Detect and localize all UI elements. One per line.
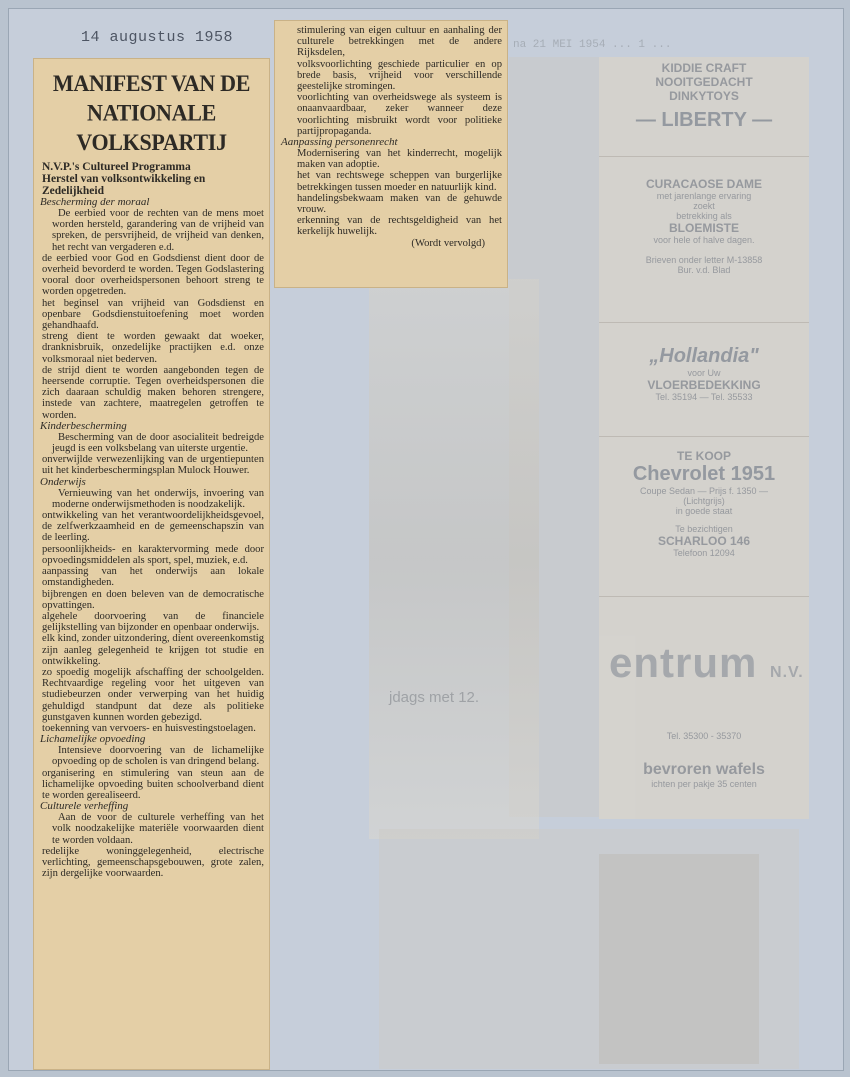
ad-line: Tel. 35300 - 35370 — [666, 731, 742, 741]
ad-line: betrekking als — [676, 211, 732, 221]
ad-brand: „Hollandia" — [649, 345, 759, 367]
ad-brand: entrum — [609, 639, 758, 686]
ad-liberty — [599, 57, 809, 157]
ad-chevrolet — [599, 445, 809, 597]
headline-line: MANIFEST VAN DE — [52, 69, 251, 97]
showthrough-ads — [599, 57, 809, 819]
ad-line: Tel. 35194 — Tel. 35533 — [655, 392, 753, 402]
ad-line: zoekt — [693, 201, 715, 211]
clipping-manifest — [34, 59, 269, 1069]
continued-note: (Wordt vervolgd) — [411, 237, 485, 249]
ad-line: ichten per pakje 35 centen — [651, 779, 757, 789]
subhead: Herstel van volksontwikkeling en — [42, 173, 206, 185]
section-heading: Kinderbescherming — [40, 419, 127, 432]
article-paragraph: handelingsbekwaam maken van de gehuwde vrouw. — [297, 192, 502, 216]
ad-line: VLOERBEDEKKING — [647, 378, 761, 392]
ad-line: voor Uw — [687, 368, 721, 378]
article-paragraph: voorlichting van overheidswege als systeem is onaanvaardbaar, zeker wanneer deze voorlichting misbruikt wordt voor politieke partijpropaganda. — [297, 92, 502, 137]
article-paragraph: de strijd dient te worden aangebonden tegen de heersende corruptie. Tegen overheidspersonen die zich daaraan schuldig maken behoren strengere, instede van zachtere, maatregelen getroffen te worden. — [42, 364, 264, 421]
showthrough-top-text: na 21 MEI 1954 ... 1 ... — [513, 39, 672, 51]
showthrough-photo — [369, 279, 539, 839]
article-paragraph: Bescherming van de door asocialiteit bedreigde jeugd is een volksbelang van uiterste urgentie. — [52, 431, 264, 455]
article-paragraph: streng dient te worden gewaakt dat woeker, dranknisbruik, onzedelijke practijken e.d. onze volksmoraal niet bederven. — [42, 331, 264, 365]
article-paragraph: erkenning van de rechtsgeldigheid van het kerkelijk huwelijk. — [297, 215, 502, 238]
ad-line: Te bezichtigen — [675, 524, 733, 534]
ad-line: TE KOOP — [676, 449, 731, 463]
ad-line: (Lichtgrijs) — [683, 496, 725, 506]
scrapbook-page — [8, 8, 844, 1071]
showthrough-centrum — [609, 639, 804, 687]
article-paragraph: redelijke woninggelegenheid, electrische verlichting, gemeenschapsgebouwen, grote zalen, zijn dergelijke voorwaarden. — [42, 845, 264, 880]
ad-nv: N.V. — [770, 664, 804, 681]
section-heading: Onderwijs — [40, 475, 86, 488]
clipping-continuation — [275, 21, 507, 287]
section-heading: Bescherming der moraal — [40, 196, 150, 208]
article-paragraph: Vernieuwing van het onderwijs, invoering van moderne onderwijsmethoden is noodzakelijk. — [52, 487, 264, 510]
article-paragraph: elk kind, zonder uitzondering, dient overeenkomstig zijn aanleg gelegenheid te krijgen tot studie en ontwikkeling. — [42, 633, 264, 667]
showthrough-photo-text: jdags met 12. — [389, 689, 480, 706]
article-paragraph: zo spoedig mogelijk afschaffing der schoolgelden. Rechtvaardige regeling voor het uitgeven van studiebeurzen onder verwerping van het huidig gehuldigd standpunt dat deze als politieke gunstgaven kunnen worden gebezigd. — [42, 666, 264, 723]
ad-line: SCHARLOO 146 — [657, 534, 751, 548]
article-paragraph: organisering en stimulering van steun aan de lichamelijke opvoeding buiten schoolverband dient te worden gerealiseerd. — [42, 767, 264, 801]
ad-line: Bur. v.d. Blad — [677, 265, 731, 275]
section-heading: Aanpassing personenrecht — [281, 136, 398, 149]
article-paragraph: aanpassing van het onderwijs aan lokale omstandigheden. — [42, 566, 264, 589]
ad-brand: — LIBERTY — — [635, 109, 773, 131]
ad-line: met jarenlange ervaring — [656, 191, 752, 201]
section-heading: Culturele verheffing — [40, 800, 129, 813]
article-paragraph: volksvoorlichting geschiede particulier en op brede basis, vrijheid voor verschillende geestelijke stromingen. — [297, 58, 502, 93]
article-paragraph: Intensieve doorvoering van de lichamelijke opvoeding op de scholen is van dringend belang. — [52, 745, 264, 768]
article-paragraph: toekenning van vervoers- en huisvestingstoelagen. — [42, 722, 256, 734]
article-paragraph: algehele doorvoering van de financiele gelijkstelling van bijzonder en openbaar onderwijs. — [42, 610, 264, 634]
ad-curacaose-dame — [599, 173, 809, 323]
ad-brand: Chevrolet 1951 — [632, 463, 776, 485]
ad-line: CURACAOSE DAME — [645, 177, 762, 191]
ad-line: KIDDIE CRAFT — [661, 61, 747, 75]
article-paragraph: Aan de voor de culturele verheffing van het volk noodzakelijke materiële voorwaarden dient te worden voldaan. — [52, 812, 264, 846]
ad-line: in goede staat — [675, 506, 733, 516]
article-paragraph: onverwijlde verwezenlijking van de urgentiepunten uit het kinderbeschermingsplan Mulock Houwer. — [42, 454, 264, 477]
article-paragraph: persoonlijkheids- en karaktervorming mede door opvoedingsmiddelen als sport, spel, muziek, e.d. — [42, 543, 264, 566]
headline-line: NATIONALE VOLKSPARTIJ — [76, 99, 227, 155]
ad-line: Coupe Sedan — Prijs f. 1350 — — [639, 486, 769, 496]
section-heading: Lichamelijke opvoeding — [40, 733, 146, 746]
ad-hollandia — [599, 341, 809, 437]
ad-line: voor hele of halve dagen. — [653, 235, 755, 245]
article-paragraph: de eerbied voor God en Godsdienst dient door de overheid bevorderd te worden. Tegen Godslastering vooral door overheidspersonen behoort streng te worden opgetreden. — [42, 252, 264, 298]
ad-line: bevroren wafels — [643, 761, 765, 778]
date-stamp: 14 augustus 1958 — [81, 29, 234, 46]
subhead: N.V.P.'s Cultureel Programma — [42, 161, 191, 173]
article-paragraph: stimulering van eigen cultuur en aanhaling der culturele betrekkingen met de andere Rijksdelen, — [297, 25, 502, 59]
showthrough-lower-dark — [599, 854, 759, 1064]
article-paragraph: bijbrengen en doen beleven van de democratische opvattingen. — [42, 588, 264, 611]
ad-line: Telefoon 12094 — [673, 548, 735, 558]
headline — [40, 69, 263, 157]
ad-line: DINKYTOYS — [669, 89, 739, 103]
ad-line: NOOITGEDACHT — [655, 75, 753, 89]
ad-line: BLOEMISTE — [668, 221, 739, 235]
subhead: Zedelijkheid — [42, 185, 104, 197]
ad-line: Brieven onder letter M-13858 — [645, 255, 763, 265]
article-paragraph: ontwikkeling van het verantwoordelijkheidsgevoel, de zelfwerkzaamheid en de gemeenschapszin van de leerling. — [42, 510, 264, 544]
article-paragraph: Modernisering van het kinderrecht, mogelijk maken van adoptie. — [297, 148, 502, 171]
article-paragraph: het van rechtswege scheppen van burgerlijke betrekkingen tussen moeder en natuurlijk kind. — [297, 170, 502, 193]
article-paragraph: De eerbied voor de rechten van de mens moet worden hersteld, garandering van de vrijheid van spreken, de persvrijheid, de vrijheid van denken, het recht van vergaderen e.d. — [52, 208, 264, 253]
article-paragraph: het beginsel van vrijheid van Godsdienst en openbare Godsdienstuitoefening moet worden gehandhaafd. — [42, 297, 264, 332]
